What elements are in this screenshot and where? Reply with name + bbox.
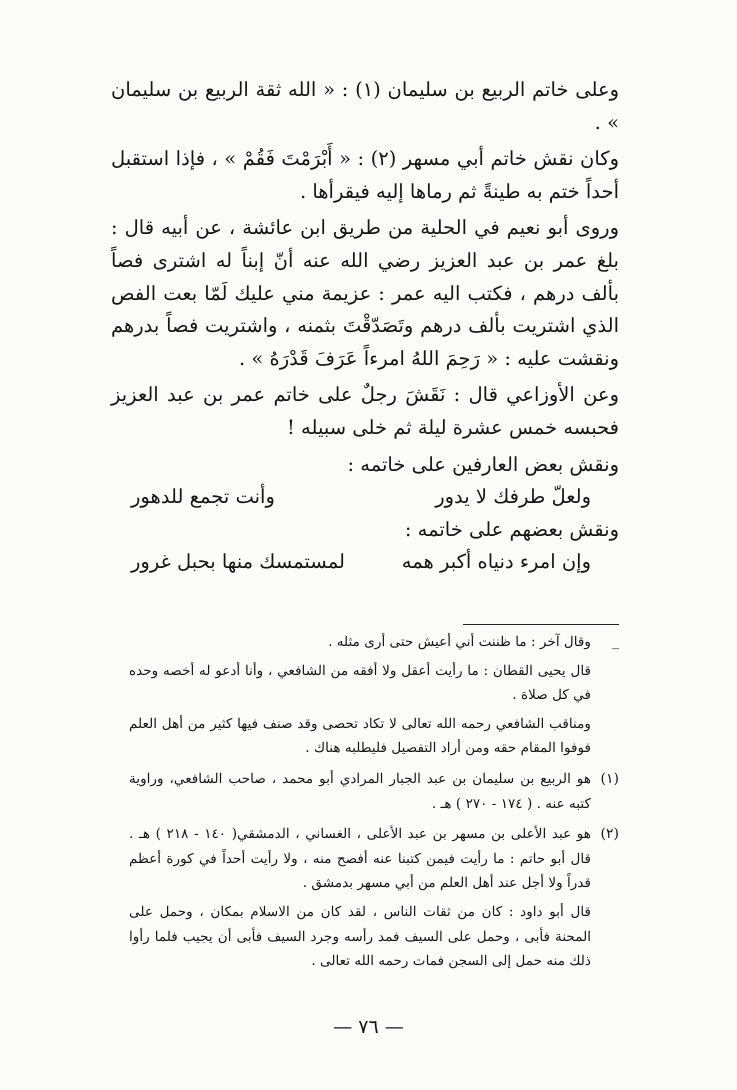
footnote-line: وقال آخر : ما ظننت أني أعيش حتى أرى مثله . — [328, 634, 591, 650]
footnote-1-mark: (١) — [600, 770, 619, 787]
footnote-continuation-mark: _ — [612, 634, 619, 650]
verse-2-second-hemistich: لمستمسك منها بحبل غرور — [131, 550, 345, 574]
verse-2-first-hemistich: وإن امرء دنياه أكبر همه — [401, 550, 591, 574]
verse-1 — [131, 481, 591, 514]
footnote-line: هو الربيع بن سليمان بن عبد الجبار المرادي أبو محمد ، صاحب الشافعي، وراوية كتبه عنه . ( ١٧٤ - ٢٧٠ ) هـ . — [129, 770, 591, 812]
verse-2 — [131, 546, 591, 579]
main-text — [111, 74, 619, 579]
paragraph-rabi-ring: وعلى خاتم الربيع بن سليمان (١) : « الله ثقة الربيع بن سليمان » . — [111, 78, 619, 134]
paragraph-arifin-intro: ونقش بعض العارفين على خاتمه : — [347, 452, 619, 476]
footnote-divider — [463, 624, 619, 625]
footnote-continuation — [129, 630, 619, 761]
page-number: — ٧٦ — — [333, 1016, 404, 1038]
footnote-2-mark: (٢) — [600, 826, 619, 843]
verse-1-first-hemistich: ولعلّ طرفك لا يدور — [435, 485, 591, 509]
footnotes — [129, 630, 619, 980]
footnote-line: قال يحيى القطان : ما رأيت أعقل ولا أفقه من الشافعي ، وأنا أدعو له أخصه وحده في كل صلاة . — [129, 662, 591, 704]
paragraph-others-intro: ونقش بعضهم على خاتمه : — [404, 517, 619, 541]
footnote-line: ومناقب الشافعي رحمه الله تعالى لا تكاد تحصى وقد صنف فيها كثير من أهل العلم فوفوا المقام حقه ومن أراد التفصيل فليطلبه هناك . — [129, 715, 591, 757]
footnote-line: قال أبو داود : كان من ثقات الناس ، لقد كان من الاسلام بمكان ، وحمل على المحنة فأبى ، وحمل على السيف فمد رأسه وجرد السيف فأبى أن يجيب فلما رأوا ذلك منه حمل إلى السجن فمات رحمه الله تعالى . — [129, 903, 591, 970]
footnote-2 — [129, 822, 619, 974]
verse-1-second-hemistich: وأنت تجمع للدهور — [131, 485, 275, 509]
paragraph-abu-mushir-ring: وكان نقش خاتم أبي مسهر (٢) : « أَبْرَمْتَ فَقُمْ » ، فإذا استقبل أحداً ختم به طينةً ثم رماها إليه فيقرأها . — [111, 147, 619, 203]
footnote-1 — [129, 767, 619, 816]
footnote-line: هو عبد الأعلى بن مسهر بن عبد الأعلى ، الغساني ، الدمشقي( ١٤٠ - ٢١٨ ) هـ . قال أبو حاتم : ما رأيت فيمن كتبنا عنه أفصح منه ، ولا رأيت أحداً في كورة أعظم قدراً ولا أجل عند أهل العلم من أبي مسهر بدمشق . — [129, 826, 591, 892]
paragraph-awzai-narration: وعن الأوزاعي قال : نَقَشَ رجلٌ على خاتم عمر بن عبد العزيز فحبسه خمس عشرة ليلة ثم خلى سبيله ! — [111, 383, 619, 439]
paragraph-abu-nuaym-narration: وروى أبو نعيم في الحلية من طريق ابن عائشة ، عن أبيه قال : بلغ عمر بن عبد العزيز رضي الله عنه أنّ إبناً له اشترى فصاً بألف درهم ، فكتب اليه عمر : عزيمة مني عليك لَمّا بعت الفص الذي اشتريت بألف درهم وتَصَدّقْتَ بثمنه ، واشتريت فصاً بدرهم ونقشت عليه : « رَحِمَ اللهُ امرءاً عَرَفَ قَدْرَهُ » . — [111, 216, 619, 370]
